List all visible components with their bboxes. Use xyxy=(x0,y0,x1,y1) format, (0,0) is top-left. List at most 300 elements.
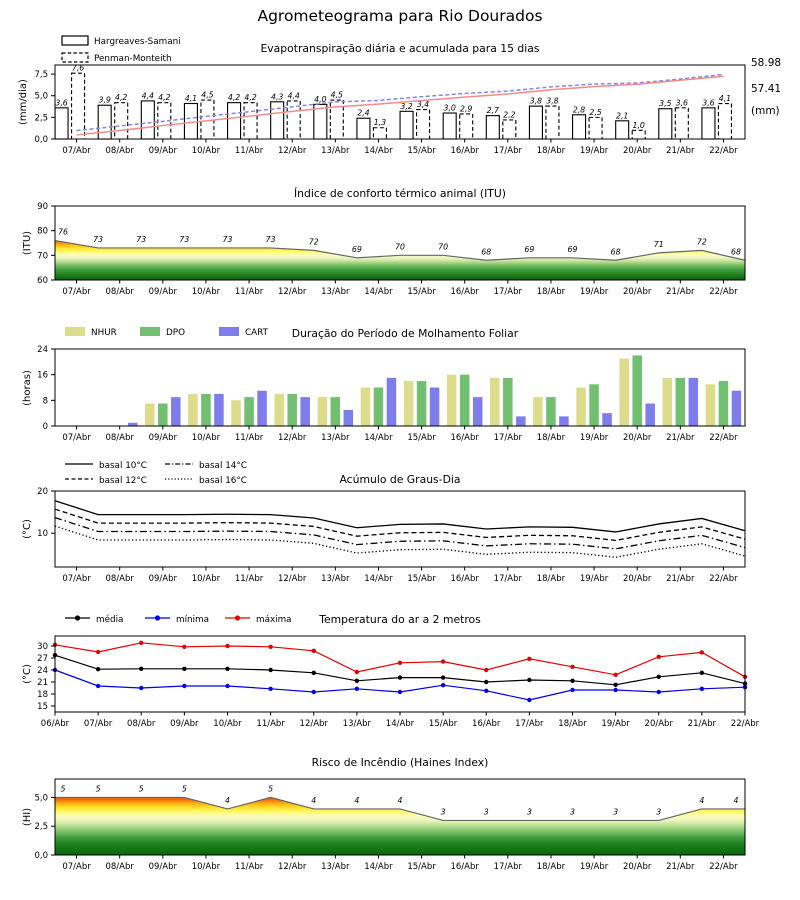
marker-máxima xyxy=(355,670,359,674)
marker-média xyxy=(96,667,100,671)
line-máxima xyxy=(55,643,745,677)
bar-cart xyxy=(559,416,569,426)
x-tick-label: 10/Abr xyxy=(191,146,221,156)
bar-penman xyxy=(373,128,386,139)
marker-máxima xyxy=(657,655,661,659)
value-label: 1,3 xyxy=(373,118,387,128)
legend-marker-media xyxy=(75,615,80,620)
bar-cart xyxy=(257,391,267,426)
plot-frame xyxy=(55,491,745,567)
x-tick-label: 17/Abr xyxy=(493,574,523,584)
marker-mínima xyxy=(570,688,574,692)
value-label: 3 xyxy=(483,807,489,817)
bar-penman xyxy=(460,114,473,139)
marker-média xyxy=(613,683,617,687)
value-label: 3,0 xyxy=(443,103,456,113)
x-tick-label: 09/Abr xyxy=(170,719,199,729)
value-label: 3 xyxy=(570,807,575,817)
x-tick-label: 13/Abr xyxy=(321,287,350,297)
value-label: 4,2 xyxy=(158,93,171,103)
bar-hargreaves xyxy=(98,105,111,139)
bar-cart xyxy=(171,397,181,426)
marker-máxima xyxy=(182,645,186,649)
graus-dia-plot xyxy=(37,487,745,584)
x-tick-label: 15/Abr xyxy=(407,574,436,584)
bar-dpo xyxy=(374,388,384,427)
x-tick-label: 17/Abr xyxy=(493,862,523,872)
x-tick-label: 20/Abr xyxy=(622,862,652,872)
value-label: 4,4 xyxy=(141,91,155,101)
marker-média xyxy=(398,675,402,679)
marker-máxima xyxy=(613,673,617,677)
value-label: 3 xyxy=(440,807,446,817)
x-tick-label: 19/Abr xyxy=(579,574,609,584)
value-label: 4 xyxy=(354,795,360,805)
x-tick-label: 09/Abr xyxy=(148,146,178,156)
value-label: 4,1 xyxy=(718,94,732,104)
bar-penman xyxy=(244,103,257,139)
x-tick-label: 12/Abr xyxy=(277,574,307,584)
value-label: 4,2 xyxy=(227,93,241,103)
value-label: 2,5 xyxy=(589,107,602,117)
legend-evapo xyxy=(62,36,181,64)
x-tick-label: 09/Abr xyxy=(148,433,178,443)
x-tick-label: 16/Abr xyxy=(450,433,479,443)
x-tick-label: 07/Abr xyxy=(62,574,91,584)
value-label: 68 xyxy=(610,247,621,257)
bar-nhur xyxy=(318,397,328,426)
value-label: 4,4 xyxy=(287,91,300,101)
bar-nhur xyxy=(447,375,457,426)
x-tick-label: 19/Abr xyxy=(601,719,630,729)
chart-title: Evapotranspiração diária e acumulada para 15 dias xyxy=(260,42,540,55)
chart-title: Risco de Incêndio (Haines Index) xyxy=(311,756,489,769)
bar-penman xyxy=(417,110,430,139)
value-label: 70 xyxy=(395,242,405,252)
x-tick-label: 21/Abr xyxy=(666,287,695,297)
value-label: 5 xyxy=(181,784,187,794)
y-tick-label: 5,0 xyxy=(34,793,48,804)
plot-frame xyxy=(55,636,745,712)
bar-hargreaves xyxy=(529,106,542,139)
y-tick-label: 15 xyxy=(37,702,48,712)
value-label: 72 xyxy=(696,237,707,247)
x-tick-label: 09/Abr xyxy=(148,287,178,297)
haines-plot xyxy=(34,779,745,872)
legend-swatch-solid-bar xyxy=(62,36,88,45)
bar-nhur xyxy=(490,378,500,426)
x-tick-label: 17/Abr xyxy=(515,719,544,729)
x-tick-label: 11/Abr xyxy=(234,574,264,584)
x-tick-label: 14/Abr xyxy=(364,146,393,156)
bar-nhur xyxy=(274,394,284,426)
bar-cart xyxy=(645,404,655,426)
value-label: 2,4 xyxy=(357,108,370,118)
marker-média xyxy=(139,667,143,671)
legend-label: máxima xyxy=(256,615,292,625)
marker-média xyxy=(182,667,186,671)
y-tick-label: 90 xyxy=(37,202,48,212)
value-label: 3,6 xyxy=(702,98,715,108)
legend-swatch-nhur xyxy=(65,327,85,336)
x-tick-label: 17/Abr xyxy=(493,433,523,443)
x-tick-label: 18/Abr xyxy=(536,433,566,443)
x-tick-label: 18/Abr xyxy=(536,287,566,297)
x-tick-label: 20/Abr xyxy=(644,719,673,729)
x-tick-label: 21/Abr xyxy=(687,719,717,729)
bar-nhur xyxy=(404,381,414,426)
marker-máxima xyxy=(700,650,704,654)
bar-hargreaves xyxy=(486,116,499,139)
marker-média xyxy=(527,678,531,682)
y-axis-label: (mm/dia) xyxy=(18,79,29,125)
x-tick-label: 17/Abr xyxy=(493,146,523,156)
legend-label: basal 10°C xyxy=(99,461,147,471)
temperatura-plot xyxy=(37,636,760,729)
x-tick-label: 16/Abr xyxy=(450,146,479,156)
value-label: 4 xyxy=(397,795,403,805)
marker-mínima xyxy=(225,684,229,688)
x-tick-label: 07/Abr xyxy=(62,287,91,297)
y-tick-label: 10 xyxy=(37,529,48,540)
x-tick-label: 10/Abr xyxy=(191,433,221,443)
bar-penman xyxy=(115,103,128,139)
x-tick-label: 13/Abr xyxy=(321,862,350,872)
marker-mínima xyxy=(657,690,661,694)
marker-média xyxy=(441,675,445,679)
x-tick-label: 15/Abr xyxy=(407,862,436,872)
value-label: 4,5 xyxy=(201,90,214,100)
x-tick-label: 21/Abr xyxy=(666,862,695,872)
value-label: 3,6 xyxy=(675,98,689,108)
bar-nhur xyxy=(576,388,586,427)
bar-cart xyxy=(430,388,440,427)
value-label: 73 xyxy=(222,234,233,244)
value-label: 2,7 xyxy=(486,106,500,116)
bar-cart xyxy=(214,394,224,426)
y-tick-label: 21 xyxy=(37,678,48,688)
x-tick-label: 13/Abr xyxy=(321,146,350,156)
value-label: 73 xyxy=(93,234,104,244)
marker-média xyxy=(484,680,488,684)
marker-mínima xyxy=(700,687,704,691)
accumulated-total-hargreaves: 57.41 xyxy=(751,83,782,95)
bar-hargreaves xyxy=(55,108,68,139)
marker-mínima xyxy=(312,690,316,694)
bar-nhur xyxy=(533,397,543,426)
legend-swatch-dpo xyxy=(140,327,160,336)
marker-média xyxy=(700,671,704,675)
bar-dpo xyxy=(158,404,168,426)
x-tick-label: 08/Abr xyxy=(127,719,156,729)
bar-dpo xyxy=(589,384,599,426)
bar-dpo xyxy=(676,378,686,426)
marker-mínima xyxy=(398,690,402,694)
value-label: 69 xyxy=(351,244,362,254)
value-label: 4,1 xyxy=(184,94,198,104)
accumulated-unit-label: (mm) xyxy=(751,105,780,117)
value-label: 5 xyxy=(60,784,66,794)
marker-mínima xyxy=(355,687,359,691)
chart-itu xyxy=(22,187,745,297)
value-label: 4 xyxy=(699,795,705,805)
marker-média xyxy=(312,671,316,675)
marker-média xyxy=(268,668,272,672)
value-label: 4,3 xyxy=(270,92,284,102)
value-label: 73 xyxy=(136,234,147,244)
value-label: 3 xyxy=(656,807,662,817)
value-label: 4,5 xyxy=(330,90,344,100)
bar-cart xyxy=(473,397,483,426)
x-tick-label: 19/Abr xyxy=(579,433,609,443)
marker-máxima xyxy=(527,657,531,661)
y-tick-label: 60 xyxy=(37,276,48,286)
y-tick-label: 0,0 xyxy=(34,851,48,861)
chart-title: Duração do Período de Molhamento Foliar xyxy=(291,327,519,340)
bar-dpo xyxy=(460,375,470,426)
y-tick-label: 80 xyxy=(37,226,48,237)
marker-máxima xyxy=(268,645,272,649)
legend-label: basal 16°C xyxy=(199,476,247,486)
legend-label: DPO xyxy=(166,328,186,338)
marker-mínima xyxy=(613,688,617,692)
x-tick-label: 15/Abr xyxy=(407,433,436,443)
x-tick-label: 18/Abr xyxy=(536,574,566,584)
marker-máxima xyxy=(441,659,445,663)
y-tick-label: 5,0 xyxy=(34,91,48,102)
bar-cart xyxy=(689,378,699,426)
value-label: 3,2 xyxy=(400,101,413,111)
bar-dpo xyxy=(201,394,211,426)
x-tick-label: 14/Abr xyxy=(364,574,393,584)
x-tick-label: 16/Abr xyxy=(472,719,501,729)
bar-cart xyxy=(344,410,354,426)
value-label: 1,0 xyxy=(632,120,645,130)
x-tick-label: 08/Abr xyxy=(105,574,134,584)
y-tick-label: 70 xyxy=(37,251,48,262)
chart-temperatura xyxy=(22,613,760,729)
bar-cart xyxy=(300,397,310,426)
bar-nhur xyxy=(619,359,629,426)
bar-dpo xyxy=(287,394,297,426)
value-label: 3,6 xyxy=(55,98,68,108)
chart-evapotranspiration xyxy=(18,36,781,156)
bar-dpo xyxy=(244,397,254,426)
chart-title: Índice de conforto térmico animal (ITU) xyxy=(293,187,507,200)
chart-title: Temperatura do ar a 2 metros xyxy=(319,613,481,626)
value-label: 76 xyxy=(58,227,68,237)
x-tick-label: 08/Abr xyxy=(105,146,134,156)
bar-nhur xyxy=(361,388,371,427)
accumulated-totals xyxy=(751,57,781,117)
x-tick-label: 19/Abr xyxy=(579,287,609,297)
x-tick-label: 22/Abr xyxy=(709,146,738,156)
value-label: 2,8 xyxy=(572,105,586,115)
x-tick-label: 18/Abr xyxy=(558,719,587,729)
legend-label: CART xyxy=(245,328,269,338)
marker-máxima xyxy=(312,649,316,653)
y-tick-label: 2,5 xyxy=(34,822,48,833)
value-label: 3,4 xyxy=(416,100,430,110)
value-label: 68 xyxy=(731,247,741,257)
x-tick-label: 20/Abr xyxy=(622,146,652,156)
x-tick-label: 21/Abr xyxy=(666,146,695,156)
bar-penman xyxy=(589,117,602,139)
x-tick-label: 19/Abr xyxy=(579,146,609,156)
value-label: 70 xyxy=(438,242,449,252)
gradient-area xyxy=(55,797,745,855)
legend-label: basal 14°C xyxy=(199,461,247,471)
page-title: Agrometeograma para Rio Dourados xyxy=(257,7,543,25)
bar-hargreaves xyxy=(184,104,197,139)
marker-máxima xyxy=(225,644,229,648)
x-tick-label: 14/Abr xyxy=(364,287,393,297)
marker-média xyxy=(355,679,359,683)
chart-haines xyxy=(22,756,745,872)
x-tick-label: 12/Abr xyxy=(299,719,328,729)
legend-molhamento xyxy=(65,327,269,338)
bar-hargreaves xyxy=(443,113,456,139)
value-label: 3,8 xyxy=(529,96,543,106)
x-tick-label: 20/Abr xyxy=(622,287,652,297)
x-tick-label: 16/Abr xyxy=(450,862,479,872)
marker-média xyxy=(225,667,229,671)
bar-dpo xyxy=(417,381,427,426)
legend-label: média xyxy=(96,615,124,625)
bar-nhur xyxy=(663,378,673,426)
x-tick-label: 22/Abr xyxy=(709,433,738,443)
bar-hargreaves xyxy=(702,108,715,139)
marker-mínima xyxy=(441,683,445,687)
x-tick-label: 11/Abr xyxy=(234,433,264,443)
y-axis-label: (°C) xyxy=(22,519,33,539)
y-tick-label: 24 xyxy=(37,666,48,676)
bar-penman xyxy=(675,108,688,139)
line-mínima xyxy=(55,670,745,700)
bar-hargreaves xyxy=(400,111,413,139)
legend-label: NHUR xyxy=(91,328,117,338)
x-tick-label: 12/Abr xyxy=(277,287,307,297)
x-tick-label: 14/Abr xyxy=(364,862,393,872)
x-tick-label: 08/Abr xyxy=(105,287,134,297)
bar-dpo xyxy=(546,397,556,426)
value-label: 4,2 xyxy=(114,93,128,103)
value-label: 4,0 xyxy=(314,94,327,104)
legend-swatch-dashed-bar xyxy=(62,53,88,62)
x-tick-label: 21/Abr xyxy=(666,433,695,443)
y-axis-label: (°C) xyxy=(22,664,33,684)
bar-cart xyxy=(516,416,526,426)
x-tick-label: 18/Abr xyxy=(536,146,566,156)
marker-mínima xyxy=(182,684,186,688)
x-tick-label: 12/Abr xyxy=(277,146,307,156)
marker-máxima xyxy=(96,650,100,654)
x-tick-label: 09/Abr xyxy=(148,574,178,584)
y-axis-label: (horas) xyxy=(22,370,33,406)
marker-máxima xyxy=(398,661,402,665)
value-label: 72 xyxy=(308,237,319,247)
legend-swatch-cart xyxy=(219,327,239,336)
x-tick-label: 20/Abr xyxy=(622,574,652,584)
legend-marker-maxima xyxy=(235,615,240,620)
chart-graus-dia xyxy=(22,461,745,584)
x-tick-label: 10/Abr xyxy=(191,862,221,872)
accumulated-total-penman: 58.98 xyxy=(751,57,782,69)
value-label: 73 xyxy=(179,234,190,244)
x-tick-label: 11/Abr xyxy=(234,862,264,872)
y-axis-label: (ITU) xyxy=(22,230,33,256)
bar-hargreaves xyxy=(271,102,284,139)
y-tick-label: 16 xyxy=(37,370,48,381)
bar-hargreaves xyxy=(228,103,241,139)
marker-mínima xyxy=(527,698,531,702)
bar-dpo xyxy=(632,355,642,426)
legend-label: mínima xyxy=(176,615,209,625)
y-tick-label: 0,0 xyxy=(34,135,48,145)
value-label: 68 xyxy=(481,247,492,257)
bar-cart xyxy=(602,413,612,426)
bar-dpo xyxy=(719,381,729,426)
value-label: 71 xyxy=(653,239,664,249)
x-tick-label: 16/Abr xyxy=(450,287,479,297)
marker-mínima xyxy=(96,684,100,688)
y-tick-label: 20 xyxy=(37,487,48,497)
evapo-plot xyxy=(34,64,745,156)
bar-hargreaves xyxy=(659,109,672,139)
y-tick-label: 2,5 xyxy=(34,113,48,124)
legend-label: basal 12°C xyxy=(99,476,147,486)
x-tick-label: 13/Abr xyxy=(321,574,350,584)
value-label: 5 xyxy=(95,784,101,794)
x-tick-label: 18/Abr xyxy=(536,862,566,872)
x-tick-label: 10/Abr xyxy=(213,719,242,729)
bar-dpo xyxy=(503,378,513,426)
bar-hargreaves xyxy=(357,118,370,139)
x-tick-label: 09/Abr xyxy=(148,862,178,872)
value-label: 4,2 xyxy=(244,93,257,103)
value-label: 69 xyxy=(524,244,535,254)
x-tick-label: 08/Abr xyxy=(105,433,134,443)
bar-hargreaves xyxy=(616,121,629,139)
x-tick-label: 06/Abr xyxy=(40,719,70,729)
legend-label: Penman-Monteith xyxy=(94,54,172,64)
value-label: 3 xyxy=(526,807,532,817)
x-tick-label: 22/Abr xyxy=(709,862,738,872)
bar-penman xyxy=(718,104,731,139)
value-label: 3,8 xyxy=(546,96,559,106)
bar-hargreaves xyxy=(141,101,154,139)
itu-plot xyxy=(37,202,745,297)
x-tick-label: 14/Abr xyxy=(385,719,415,729)
legend-temperatura xyxy=(65,614,292,625)
chart-title: Acúmulo de Graus-Dia xyxy=(339,473,461,486)
marker-média xyxy=(570,679,574,683)
molhamento-plot xyxy=(37,345,745,443)
chart-molhamento xyxy=(22,327,745,443)
value-label: 69 xyxy=(567,244,578,254)
value-label: 4 xyxy=(311,795,317,805)
x-tick-label: 17/Abr xyxy=(493,287,523,297)
bar-nhur xyxy=(145,404,155,426)
value-label: 2,1 xyxy=(615,111,629,121)
x-tick-label: 13/Abr xyxy=(342,719,372,729)
y-tick-label: 8 xyxy=(42,396,48,407)
bar-hargreaves xyxy=(573,115,586,139)
y-tick-label: 18 xyxy=(37,690,48,700)
bar-penman xyxy=(632,130,645,139)
x-tick-label: 15/Abr xyxy=(428,719,458,729)
y-tick-label: 24 xyxy=(37,345,48,355)
